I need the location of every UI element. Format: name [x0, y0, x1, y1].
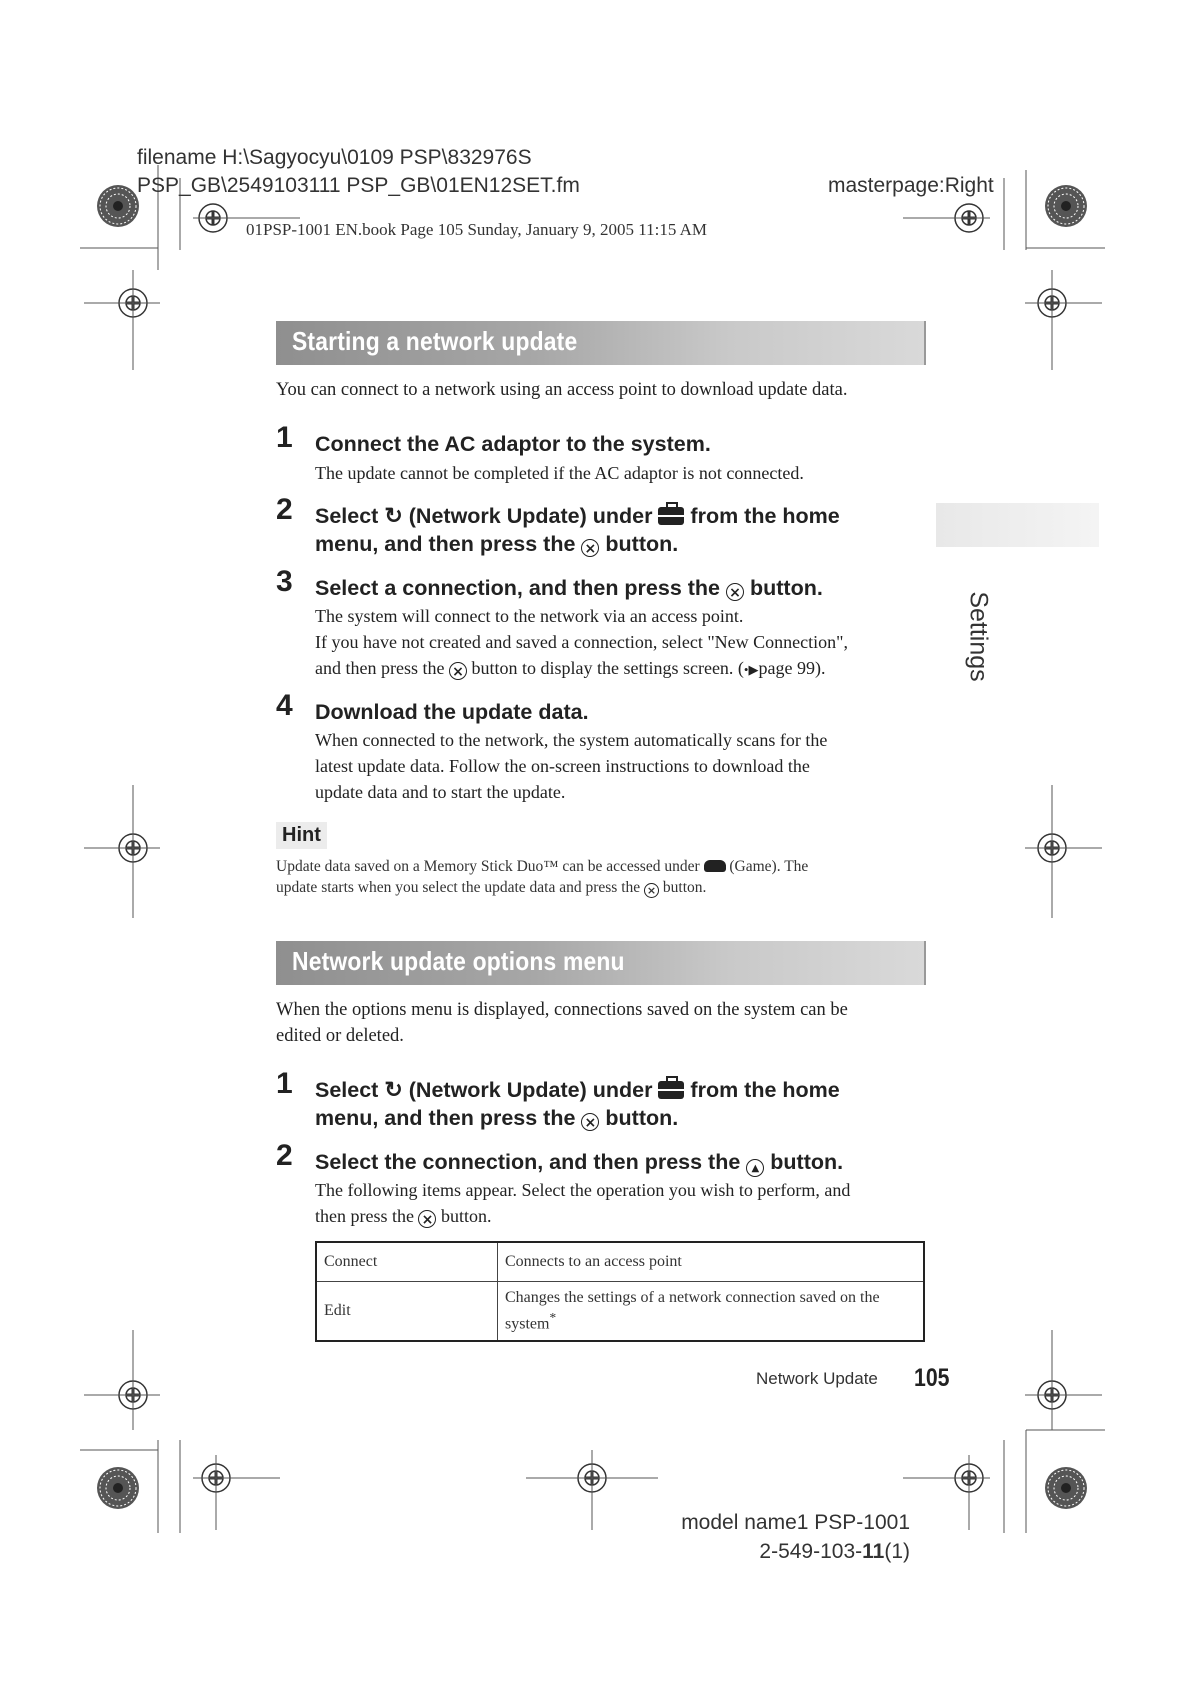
- step-number: 3: [276, 565, 293, 598]
- step-number: 2: [276, 493, 293, 526]
- cross-button-icon: ×: [581, 539, 599, 557]
- option-name: Edit: [316, 1281, 498, 1341]
- hint-text: [276, 856, 808, 877]
- section-banner-options-menu: [276, 941, 926, 985]
- network-update-icon: ↻: [384, 503, 403, 528]
- step-number: 2: [276, 1139, 293, 1172]
- desc-part: button to display the settings screen. (: [471, 658, 744, 678]
- footnote-mark: *: [549, 1309, 557, 1325]
- step-description: The system will connect to the network via an access point.: [315, 606, 744, 626]
- book-info-line: 01PSP-1001 EN.book Page 105 Sunday, January 9, 2005 11:15 AM: [246, 220, 708, 239]
- step-number: 1: [276, 421, 293, 454]
- step-title-part: (Network Update) under: [408, 504, 653, 528]
- page-number: 105: [914, 1364, 950, 1392]
- settings-toolbox-icon: [658, 507, 684, 525]
- step-description: [315, 1203, 492, 1229]
- section-intro: You can connect to a network using an access point to download update data.: [276, 380, 848, 400]
- desc-part: button.: [440, 1206, 492, 1226]
- model-info: [640, 1508, 910, 1566]
- section-banner-network-update: [276, 321, 926, 365]
- step-description: latest update data. Follow the on-screen instructions to download the: [315, 756, 810, 776]
- step-title-part: Select a connection, and then press the: [315, 576, 721, 600]
- step-title-part: menu, and then press the: [315, 532, 576, 556]
- step-description: If you have not created and saved a connection, select "New Connection",: [315, 632, 848, 652]
- cross-button-icon: ×: [581, 1113, 599, 1131]
- cross-button-icon: ×: [644, 883, 659, 898]
- game-controller-icon: [704, 860, 726, 872]
- step-title: [315, 502, 840, 530]
- desc-part: then press the: [315, 1206, 414, 1226]
- settings-toolbox-icon: [658, 1081, 684, 1099]
- model-code-part: 11: [862, 1540, 885, 1563]
- page-reference-link[interactable]: page 99).: [758, 658, 826, 678]
- section-intro: edited or deleted.: [276, 1026, 404, 1046]
- step-title-part: (Network Update) under: [408, 1078, 653, 1102]
- step-title-part: button.: [770, 1150, 844, 1174]
- step-title: [315, 1104, 678, 1132]
- model-code-line: [640, 1537, 910, 1566]
- section-title: Network update options menu: [292, 946, 625, 976]
- filename-line: filename H:\Sagyocyu\0109 PSP\832976S: [137, 146, 532, 169]
- page-reference-arrow-icon: •▶: [743, 662, 759, 677]
- desc-part: and then press the: [315, 658, 445, 678]
- step-title: [315, 1076, 840, 1104]
- hint-text: [276, 877, 706, 898]
- step-title: [315, 530, 678, 558]
- model-code-part: 2-549-103-: [759, 1540, 863, 1563]
- hint-part: Update data saved on a Memory Stick Duo™ can be accessed under: [276, 858, 700, 875]
- cross-button-icon: ×: [726, 583, 744, 601]
- step-title-part: from the home: [690, 1078, 840, 1102]
- step-description: The following items appear. Select the operation you wish to perform, and: [315, 1180, 851, 1200]
- cross-button-icon: ×: [449, 662, 467, 680]
- option-description: Connects to an access point: [498, 1242, 925, 1281]
- step-description: The update cannot be completed if the AC adaptor is not connected.: [315, 463, 804, 483]
- step-title-part: from the home: [690, 504, 840, 528]
- step-title-part: Select: [315, 504, 379, 528]
- hint-label: Hint: [276, 822, 327, 849]
- section-title: Starting a network update: [292, 326, 578, 356]
- step-title: [315, 1148, 843, 1177]
- table-row: [316, 1242, 924, 1281]
- step-title: Connect the AC adaptor to the system.: [315, 432, 711, 456]
- step-number: 1: [276, 1067, 293, 1100]
- hint-part: button.: [662, 879, 707, 896]
- option-description-text: Changes the settings of a network connection saved on the system: [505, 1288, 880, 1332]
- network-update-icon: ↻: [384, 1077, 403, 1102]
- side-tab-highlight: [936, 503, 1099, 547]
- section-intro: When the options menu is displayed, connections saved on the system can be: [276, 1000, 848, 1020]
- step-description: When connected to the network, the system automatically scans for the: [315, 730, 828, 750]
- step-title-part: Select the connection, and then press the: [315, 1150, 741, 1174]
- model-name-line: model name1 PSP-1001: [681, 1511, 910, 1534]
- hint-part: (Game). The: [729, 858, 809, 875]
- options-table: [315, 1241, 925, 1342]
- side-tab-label: Settings: [964, 591, 993, 682]
- filepath-line: PSP_GB\2549103111 PSP_GB\01EN12SET.fm: [137, 174, 580, 197]
- step-description: [315, 655, 825, 683]
- step-title: Download the update data.: [315, 700, 589, 724]
- model-code-part: (1): [884, 1540, 910, 1563]
- step-title: [315, 574, 823, 602]
- step-title-part: menu, and then press the: [315, 1106, 576, 1130]
- hint-part: update starts when you select the update data and press the: [276, 879, 641, 896]
- table-row: [316, 1281, 924, 1341]
- step-title-part: button.: [605, 532, 679, 556]
- step-number: 4: [276, 689, 293, 722]
- step-title-part: button.: [749, 576, 823, 600]
- cross-button-icon: ×: [418, 1210, 436, 1228]
- triangle-button-icon: ▲: [746, 1159, 764, 1177]
- footer-section-label: Network Update: [756, 1369, 878, 1388]
- option-description: [498, 1281, 925, 1341]
- step-description: update data and to start the update.: [315, 782, 566, 802]
- masterpage-label: masterpage:Right: [828, 174, 994, 197]
- step-title-part: button.: [605, 1106, 679, 1130]
- option-name: Connect: [316, 1242, 498, 1281]
- step-title-part: Select: [315, 1078, 379, 1102]
